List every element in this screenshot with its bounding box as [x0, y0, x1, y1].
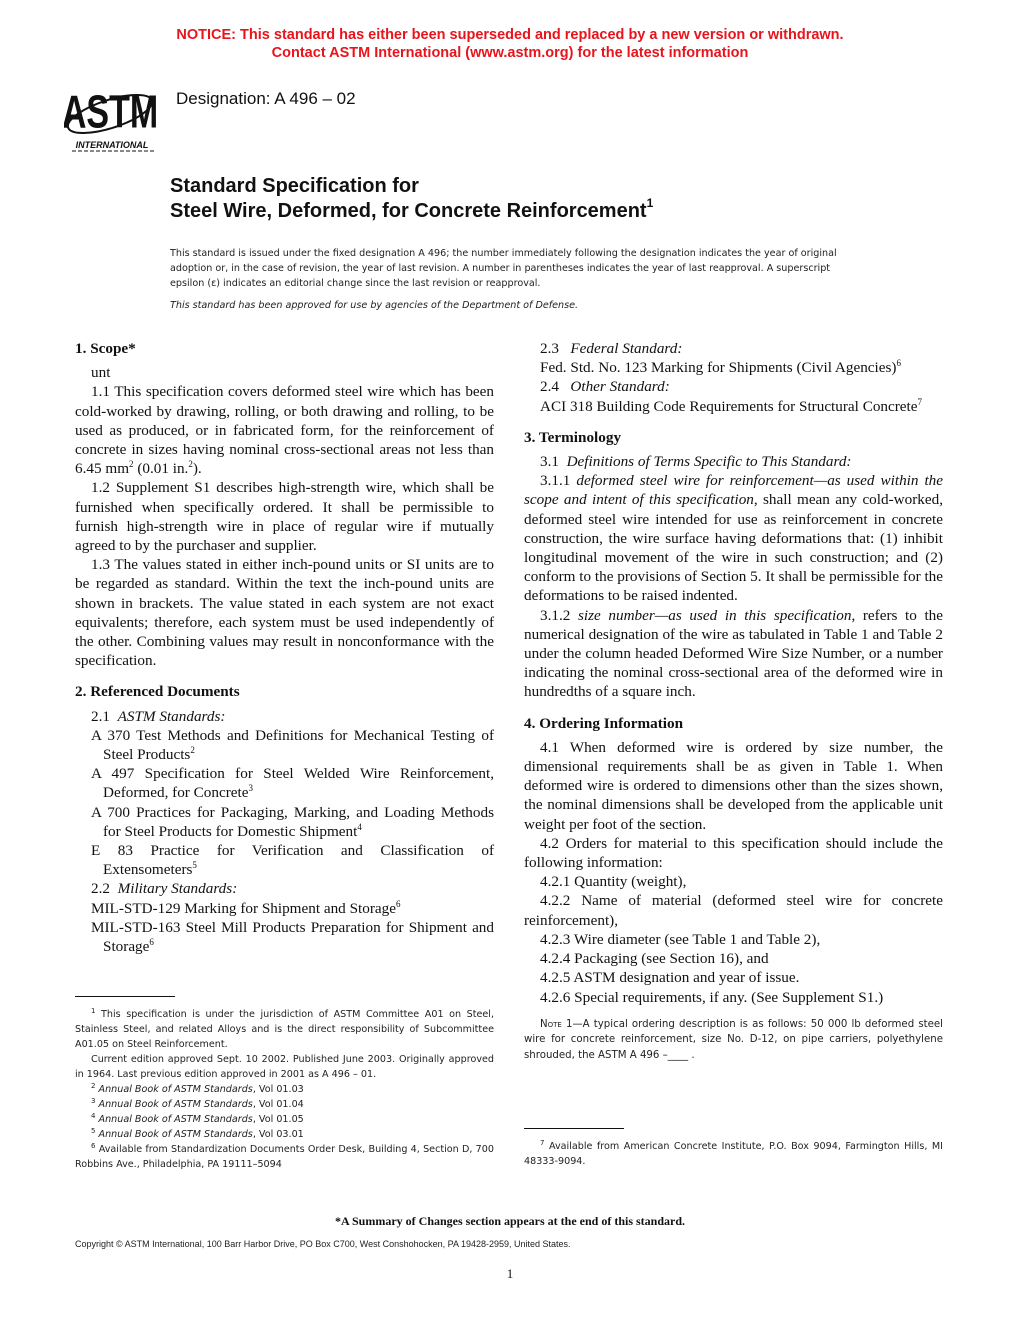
footnote-3: $^3$ Annual Book of ASTM Standards, Vol 01.04 — [91, 1096, 304, 1110]
logo-subtext: INTERNATIONAL — [75, 140, 149, 150]
item-4-2-6: 4.2.6 Special requirements, if any. (See Supplement S1.) — [540, 988, 884, 1006]
footnote-5: $^5$ Annual Book of ASTM Standards, Vol 03.01 — [91, 1126, 304, 1140]
designation: Designation: A 496 – 02 — [176, 89, 356, 108]
heading-scope: 1. Scope* — [75, 340, 136, 357]
preamble-text: This standard is issued under the fixed designation A 496; the number immediately following the designation indicates the year of original adoption or, in the case of revision, the year of last revision. A number in parentheses indicates the year of last reapproval. A superscript epsilon (ε) indicates an editorial change since the last revision or reapproval. — [170, 248, 837, 289]
footnote-1-edition: Current edition approved Sept. 10 2002. Published June 2003. Originally approved in 1964. Last previous edition approved in 2001 as A 496 – 01. — [75, 1054, 494, 1080]
notice-line-2: Contact ASTM International (www.astm.org) for the latest information — [271, 45, 749, 61]
subsection-3-1: 3.1 Definitions of Terms Specific to This Standard: — [540, 453, 852, 471]
definition-3-1-1: 3.1.1 deformed steel wire for reinforcement—as used within the scope and intent of this specification, shall mean any cold-worked, deformed steel wire intended for use as reinforcement in concrete construction, the wire surface having deformations that: (1) inhibit longitudinal movement of the wire in such construction; and (2) conform to the provisions of Section 5. It shall be permissible for the deformations to be raised indented. — [524, 472, 944, 605]
subsection-2-2: 2.2 Military Standards: — [91, 880, 238, 898]
ref-fed-std-123: Fed. Std. No. 123 Marking for Shipments (Civil Agencies)$^6$ — [540, 358, 901, 377]
right-footnotes — [524, 1128, 943, 1169]
ref-a370: A 370 Test Methods and Definitions for Mechanical Testing of Steel Products$^2$ — [91, 726, 494, 764]
heading-referenced-documents: 2. Referenced Documents — [75, 683, 240, 701]
unit-label: unt — [91, 364, 111, 382]
title-line-1: Standard Specification for — [170, 175, 419, 197]
item-4-2-1: 4.2.1 Quantity (weight), — [540, 873, 687, 891]
left-column — [75, 339, 494, 956]
para-4-2: 4.2 Orders for material to this specification should include the following information: — [524, 834, 943, 872]
footnote-6: $^6$ Available from Standardization Documents Order Desk, Building 4, Section D, 700 Robbins Ave., Philadelphia, PA 19111–5094 — [75, 1141, 494, 1170]
left-footnotes — [75, 996, 494, 1172]
footnote-4: $^4$ Annual Book of ASTM Standards, Vol 01.05 — [91, 1111, 304, 1125]
subsection-2-1: 2.1 ASTM Standards: — [91, 707, 226, 725]
item-4-2-3: 4.2.3 Wire diameter (see Table 1 and Table 2), — [540, 930, 821, 948]
footnote-7: $^7$ Available from American Concrete Institute, P.O. Box 9094, Farmington Hills, MI 48333-9094. — [524, 1138, 943, 1167]
heading-ordering-information: 4. Ordering Information — [524, 714, 684, 732]
definition-3-1-2: 3.1.2 size number—as used in this specification, refers to the numerical designation of the wire as tabulated in Table 1 and Table 2 under the column headed Deformed Wire Size Number, or a number indicating the nominal cross-sectional area of the deformed wire in hundredths of a square inch. — [524, 606, 943, 701]
note-1: Note 1—A typical ordering description is as follows: 50 000 lb deformed steel wire for concrete reinforcement, size No. D-12, on pipe carriers, polyethylene shrouded, the ASTM A 496 –____ . — [524, 1018, 943, 1061]
subsection-2-4: 2.4 Other Standard: — [540, 378, 670, 396]
ref-e83: E 83 Practice for Verification and Classification of Extensometers$^5$ — [91, 842, 494, 879]
dod-approval: This standard has been approved for use by agencies of the Department of Defense. — [170, 300, 579, 311]
right-column — [524, 339, 943, 1063]
ref-a700: A 700 Practices for Packaging, Marking, and Loading Methods for Steel Products for Domestic Shipment$^4$ — [91, 803, 494, 840]
item-4-2-5: 4.2.5 ASTM designation and year of issue. — [540, 969, 800, 987]
para-4-1: 4.1 When deformed wire is ordered by size number, the dimensional requirements shall be as given in Table 1. When deformed wire is ordered to dimensions other than the sizes shown, the nominal dimensions shall be developed from the applicable unit weight per foot of the section. — [524, 738, 943, 833]
para-1-3: 1.3 The values stated in either inch-pound units or SI units are to be regarded as standard. Within the text the inch-pound units are shown in brackets. The value stated in each system are not exact equivalents; therefore, each system must be used independently of the other. Combining values may result in nonconformance with the specification. — [75, 556, 494, 670]
copyright: Copyright © ASTM International, 100 Barr Harbor Drive, PO Box C700, West Conshohocken, PA 19428-2959, United States. — [75, 1239, 571, 1249]
ref-mil-std-129: MIL-STD-129 Marking for Shipment and Storage$^6$ — [91, 898, 401, 917]
page-number: 1 — [506, 1266, 514, 1281]
para-1-2: 1.2 Supplement S1 describes high-strength wire, which shall be furnished when specifically ordered. It shall be permissible to furnish high-strength wire in place of regular wire if mutually agreed to by the purchaser and supplier. — [75, 479, 494, 555]
item-4-2-4: 4.2.4 Packaging (see Section 16), and — [540, 950, 769, 968]
footnote-divider-right — [524, 1128, 624, 1129]
title-footnote-mark: 1 — [646, 196, 654, 211]
astm-logo-icon — [64, 76, 160, 154]
preamble — [170, 246, 850, 313]
footnote-divider — [75, 996, 175, 997]
footnote-1: $^1$ This specification is under the jurisdiction of ASTM Committee A01 on Steel, Stainless Steel, and related Alloys and is the direct responsibility of Subcommittee A01.05 on Steel Reinforcement. — [75, 1006, 494, 1050]
document-title — [170, 174, 653, 224]
ref-aci-318: ACI 318 Building Code Requirements for Structural Concrete$^7$ — [540, 396, 923, 415]
notice-line-1: NOTICE: This standard has either been superseded and replaced by a new version or withdrawn. — [176, 27, 844, 43]
heading-terminology: 3. Terminology — [524, 428, 622, 446]
item-4-2-2: 4.2.2 Name of material (deformed steel wire for concrete reinforcement), — [524, 892, 943, 929]
title-text: Steel Wire, Deformed, for Concrete Reinforcement — [170, 200, 647, 222]
footnote-2: $^2$ Annual Book of ASTM Standards, Vol 01.03 — [91, 1081, 304, 1095]
para-1-1: 1.1 This specification covers deformed steel wire which has been cold-worked by drawing, rolling, or both drawing and rolling, to be used as produced, or in fabricated form, for the reinforcement of concrete in sizes having nominal cross-sectional areas not less than 6.45 $mm^2$ (0.01 in.$^2$). — [75, 383, 494, 478]
summary-of-changes-note: *A Summary of Changes section appears at the end of this standard. — [334, 1214, 686, 1228]
logo-letters: ASTM — [64, 85, 159, 138]
title-line-2 — [170, 196, 654, 224]
ref-a497: A 497 Specification for Steel Welded Wire Reinforcement, Deformed, for Concrete$^3$ — [91, 765, 494, 802]
supersede-notice — [0, 26, 1020, 62]
ref-mil-std-163: MIL-STD-163 Steel Mill Products Preparation for Shipment and Storage$^6$ — [91, 918, 494, 956]
subsection-2-3: 2.3 Federal Standard: — [540, 340, 683, 357]
